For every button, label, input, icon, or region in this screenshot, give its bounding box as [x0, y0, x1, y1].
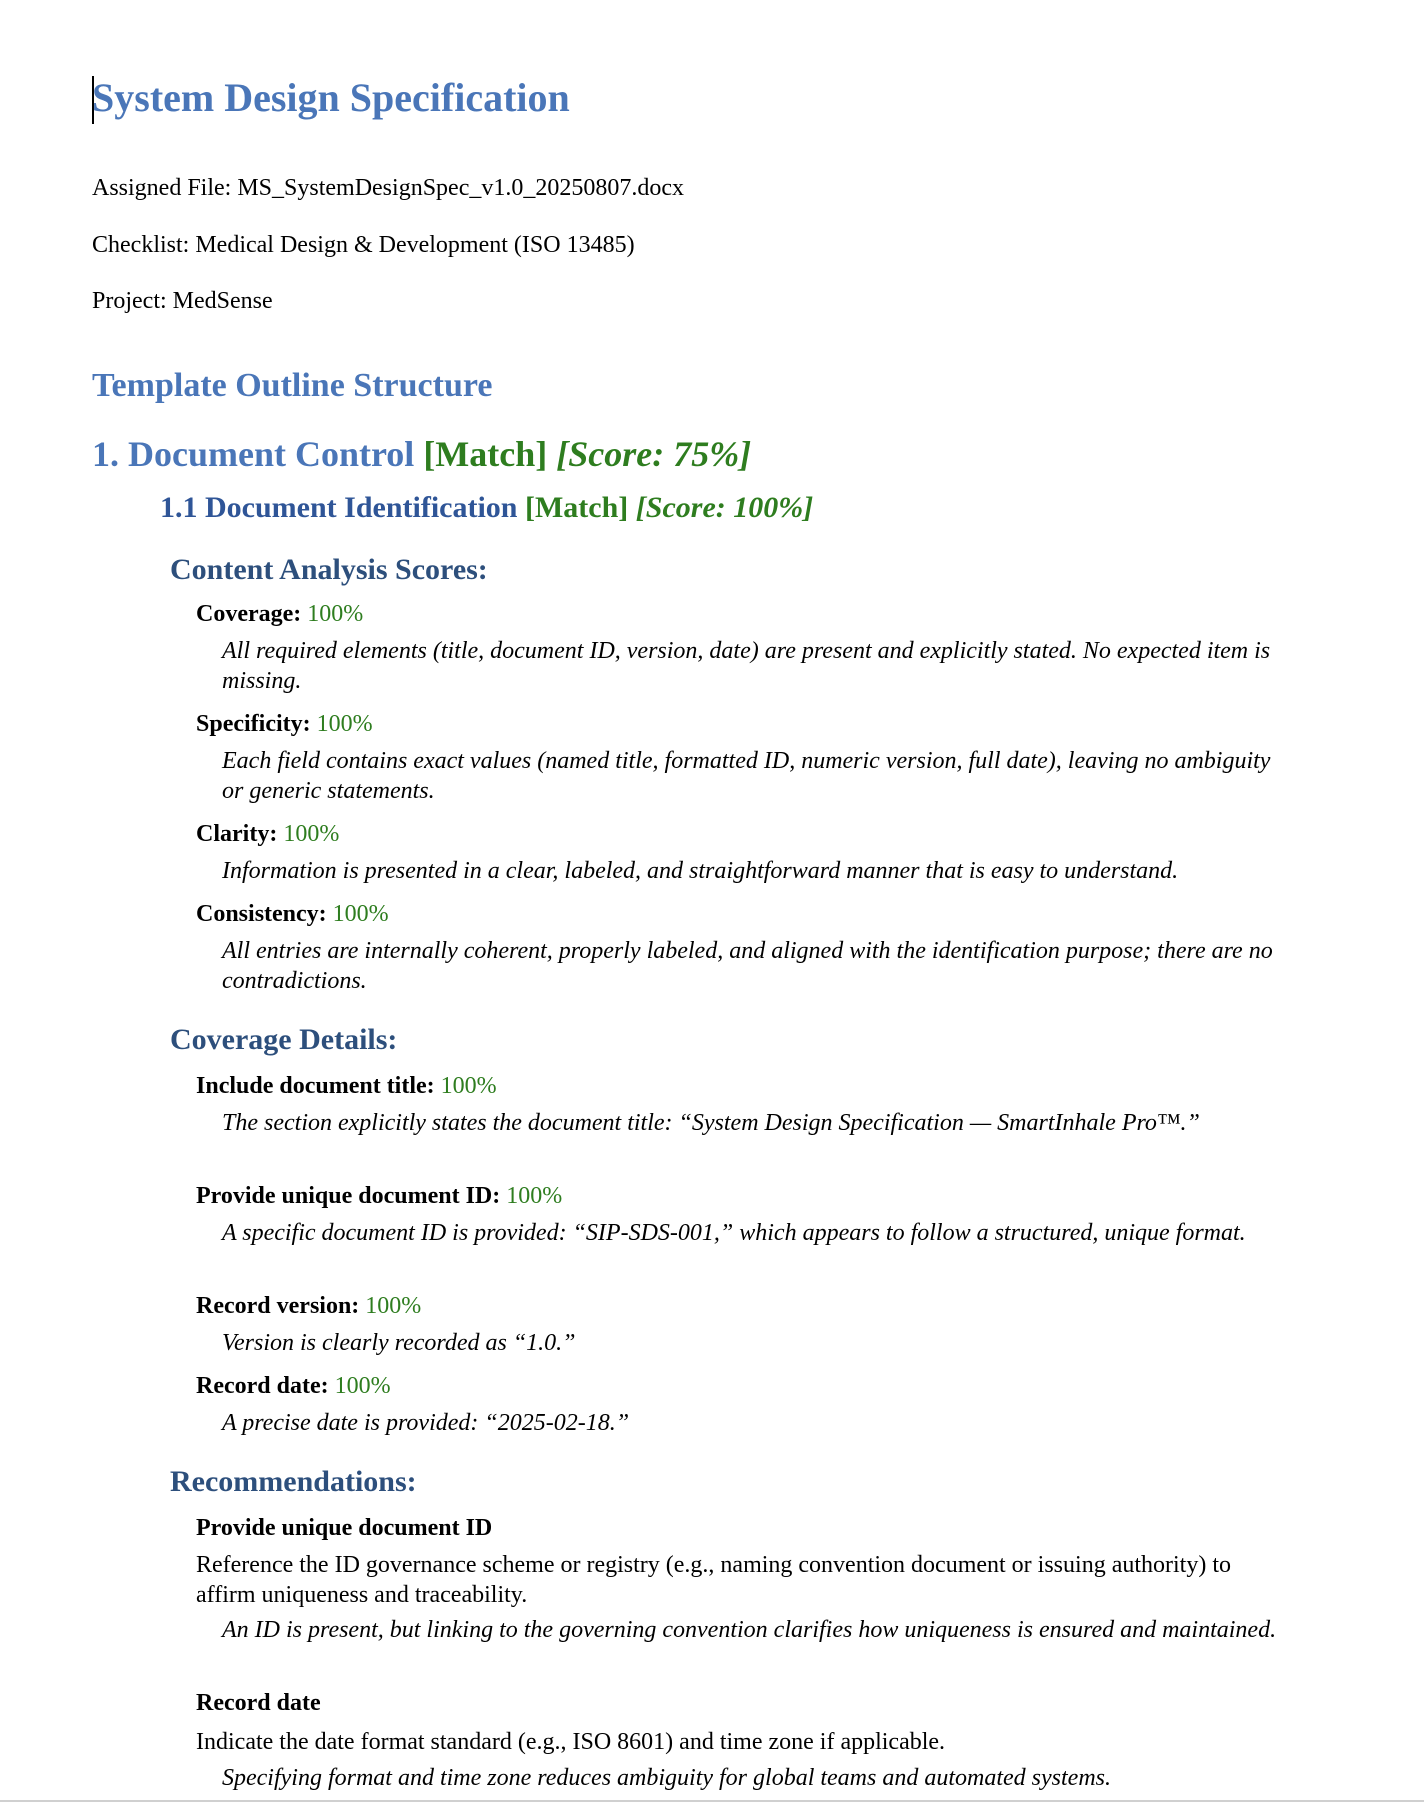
- recommendation-note: An ID is present, but linking to the governing convention clarifies how uniqueness is ensured and maintained.: [222, 1617, 1277, 1643]
- project-line: Project: MedSense: [92, 288, 273, 314]
- assigned-file-line: Assigned File: MS_SystemDesignSpec_v1.0_20250807.docx: [92, 175, 684, 201]
- coverage-item-label: Record version: 100%: [196, 1293, 422, 1319]
- recommendation-text: Indicate the date format standard (e.g., ISO 8601) and time zone if applicable.: [196, 1729, 946, 1755]
- coverage-item-note: Version is clearly recorded as “1.0.”: [222, 1330, 576, 1356]
- score-item-note: Each field contains exact values (named title, formatted ID, numeric version, full date), leaving no ambiguity or generic statements.: [222, 748, 1271, 804]
- score-item-label: Coverage: 100%: [196, 601, 364, 627]
- subsection-name: 1.1 Document Identification: [160, 491, 518, 524]
- score-item-label: Clarity: 100%: [196, 821, 340, 847]
- subsection-heading: [160, 491, 813, 525]
- coverage-item-note: A precise date is provided: “2025-02-18.”: [222, 1410, 630, 1436]
- score-item-label: Consistency: 100%: [196, 901, 389, 927]
- document-title: System Design Specification: [92, 75, 570, 120]
- subsection-score: [Score: 100%]: [635, 491, 814, 524]
- outline-heading: Template Outline Structure: [92, 367, 493, 404]
- coverage-item-note: A specific document ID is provided: “SIP-SDS-001,” which appears to follow a structured, unique format.: [222, 1220, 1246, 1246]
- content-analysis-heading: Content Analysis Scores:: [170, 553, 488, 586]
- subsection-match-badge: [Match]: [524, 491, 629, 524]
- recommendation-label: Record date: [196, 1690, 321, 1716]
- section-score: [Score: 75%]: [556, 434, 752, 474]
- section-heading: [92, 433, 751, 475]
- score-item-note: Information is presented in a clear, labeled, and straightforward manner that is easy to understand.: [222, 858, 1179, 884]
- recommendation-label: Provide unique document ID: [196, 1515, 493, 1541]
- checklist-line: Checklist: Medical Design & Development (ISO 13485): [92, 232, 635, 258]
- coverage-details-heading: Coverage Details:: [170, 1023, 398, 1056]
- score-item-label: Specificity: 100%: [196, 711, 373, 737]
- coverage-item-label: Include document title: 100%: [196, 1073, 497, 1099]
- coverage-item-label: Provide unique document ID: 100%: [196, 1183, 563, 1209]
- coverage-item-label: Record date: 100%: [196, 1373, 391, 1399]
- recommendations-heading: Recommendations:: [170, 1465, 417, 1498]
- coverage-item-note: The section explicitly states the document title: “System Design Specification — SmartInhale Pro™.”: [222, 1110, 1200, 1136]
- page-bottom-rule: [0, 1800, 1424, 1802]
- section-name: 1. Document Control: [92, 434, 415, 474]
- section-match-badge: [Match]: [423, 434, 548, 474]
- score-item-note: All entries are internally coherent, properly labeled, and aligned with the identification purpose; there are no contradictions.: [222, 938, 1273, 994]
- score-item-note: All required elements (title, document ID, version, date) are present and explicitly stated. No expected item is missing.: [222, 638, 1271, 694]
- recommendation-note: Specifying format and time zone reduces ambiguity for global teams and automated systems.: [222, 1765, 1111, 1791]
- recommendation-text: Reference the ID governance scheme or registry (e.g., naming convention document or issuing authority) to affirm uniqueness and traceability.: [196, 1552, 1231, 1608]
